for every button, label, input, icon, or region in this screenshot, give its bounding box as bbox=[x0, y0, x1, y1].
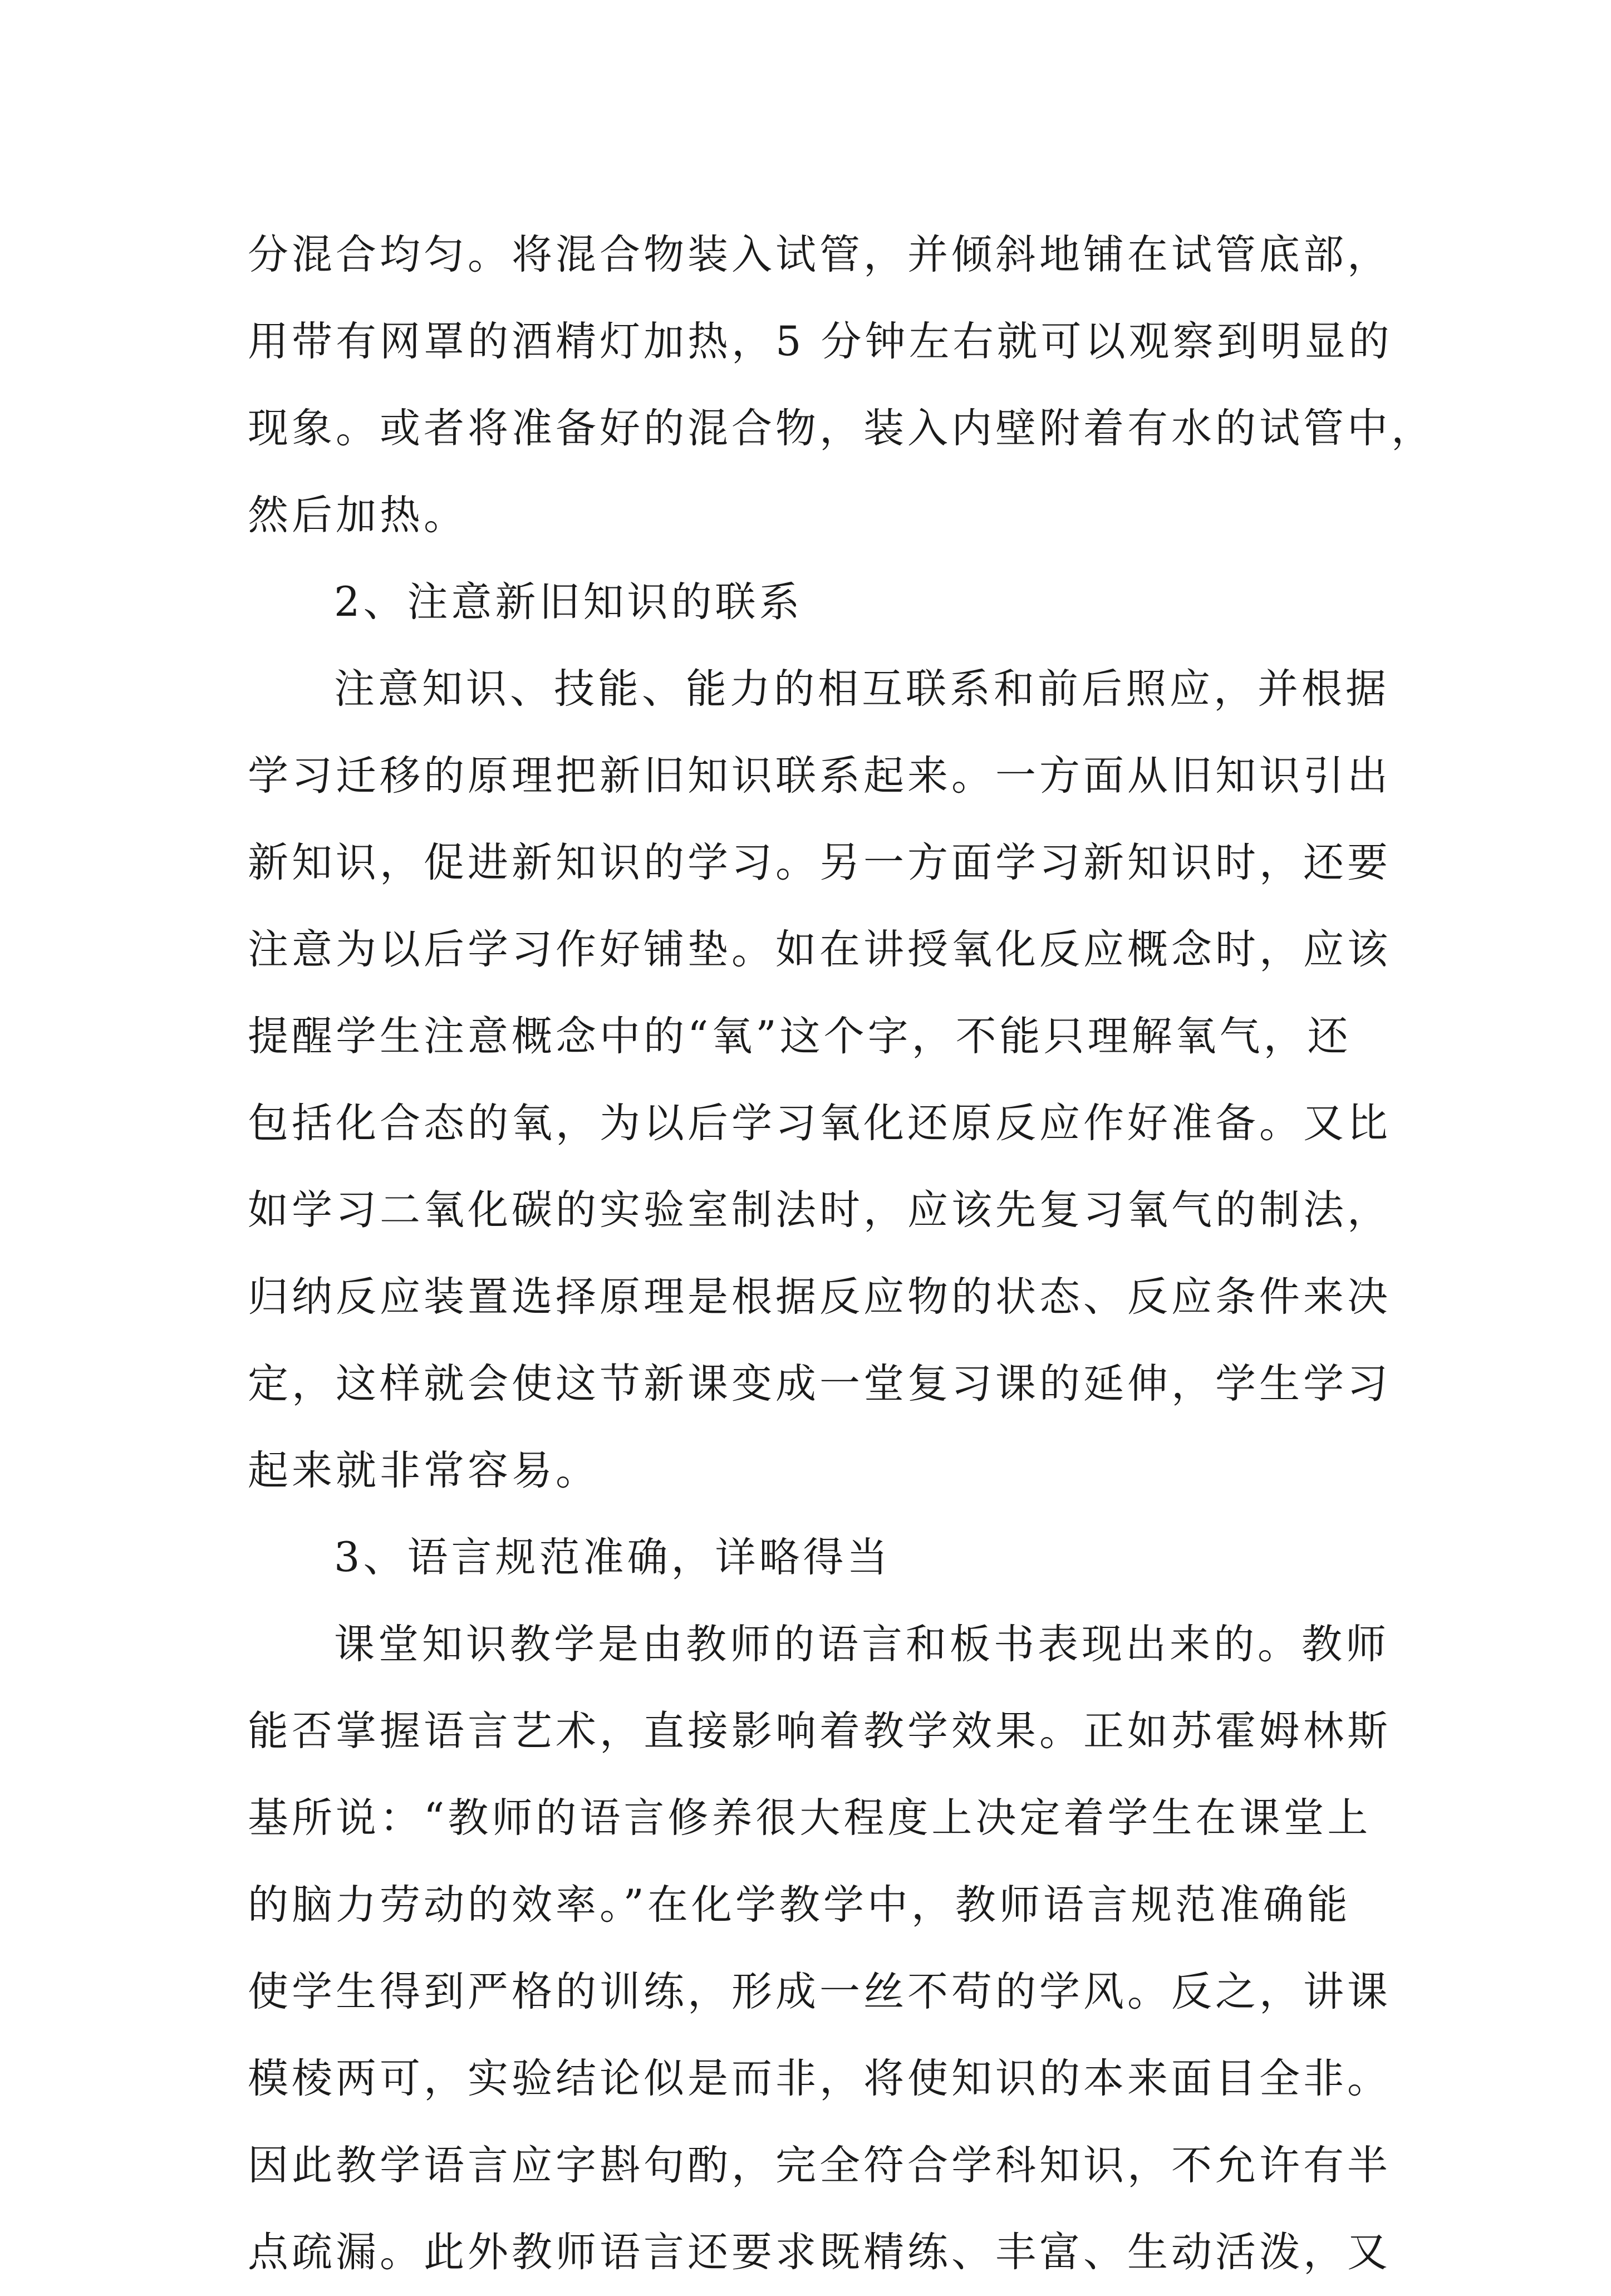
text-line: 课堂知识教学是由教师的语言和板书表现出来的。教师 bbox=[334, 1621, 1389, 1668]
text-line: 然后加热。 bbox=[248, 492, 468, 539]
text-line: 提醒学生注意概念中的“氧”这个字，不能只理解氧气，还 bbox=[248, 1013, 1352, 1060]
text-line: 注意为以后学习作好铺垫。如在讲授氧化反应概念时，应该 bbox=[248, 926, 1391, 973]
text-line: 模棱两可，实验结论似是而非，将使知识的本来面目全非。 bbox=[248, 2055, 1391, 2102]
text-line: 如学习二氧化碳的实验室制法时，应该先复习氧气的制法， bbox=[248, 1186, 1391, 1234]
text-line: 基所说：“教师的语言修养很大程度上决定着学生在课堂上 bbox=[248, 1794, 1372, 1842]
text-line: 新知识，促进新知识的学习。另一方面学习新知识时，还要 bbox=[248, 839, 1391, 886]
text-line: 因此教学语言应字斟句酌，完全符合学科知识，不允许有半 bbox=[248, 2142, 1391, 2189]
section-heading: 3、语言规范准确，详略得当 bbox=[334, 1534, 891, 1581]
text-line: 能否掌握语言艺术，直接影响着教学效果。正如苏霍姆林斯 bbox=[248, 1708, 1391, 1755]
text-line: 归纳反应装置选择原理是根据反应物的状态、反应条件来决 bbox=[248, 1273, 1391, 1321]
text-line: 定，这样就会使这节新课变成一堂复习课的延伸，学生学习 bbox=[248, 1360, 1391, 1407]
text-line: 现象。或者将准备好的混合物，装入内壁附着有水的试管中， bbox=[248, 405, 1435, 452]
text-line: 用带有网罩的酒精灯加热，5 分钟左右就可以观察到明显的 bbox=[248, 318, 1393, 365]
text-line: 点疏漏。此外教师语言还要求既精练、丰富、生动活泼，又 bbox=[248, 2229, 1391, 2276]
text-line: 使学生得到严格的训练，形成一丝不苟的学风。反之，讲课 bbox=[248, 1968, 1391, 2015]
section-heading: 2、注意新旧知识的联系 bbox=[334, 578, 803, 626]
text-line: 起来就非常容易。 bbox=[248, 1447, 600, 1494]
body-text bbox=[248, 212, 1435, 2296]
text-line: 注意知识、技能、能力的相互联系和前后照应，并根据 bbox=[334, 665, 1389, 713]
text-line: 学习迁移的原理把新旧知识联系起来。一方面从旧知识引出 bbox=[248, 752, 1391, 799]
text-line: 分混合均匀。将混合物装入试管，并倾斜地铺在试管底部， bbox=[248, 231, 1391, 278]
text-line: 包括化合态的氧，为以后学习氧化还原反应作好准备。又比 bbox=[248, 1100, 1391, 1147]
text-line: 的脑力劳动的效率。”在化学教学中，教师语言规范准确能 bbox=[248, 1881, 1351, 1929]
